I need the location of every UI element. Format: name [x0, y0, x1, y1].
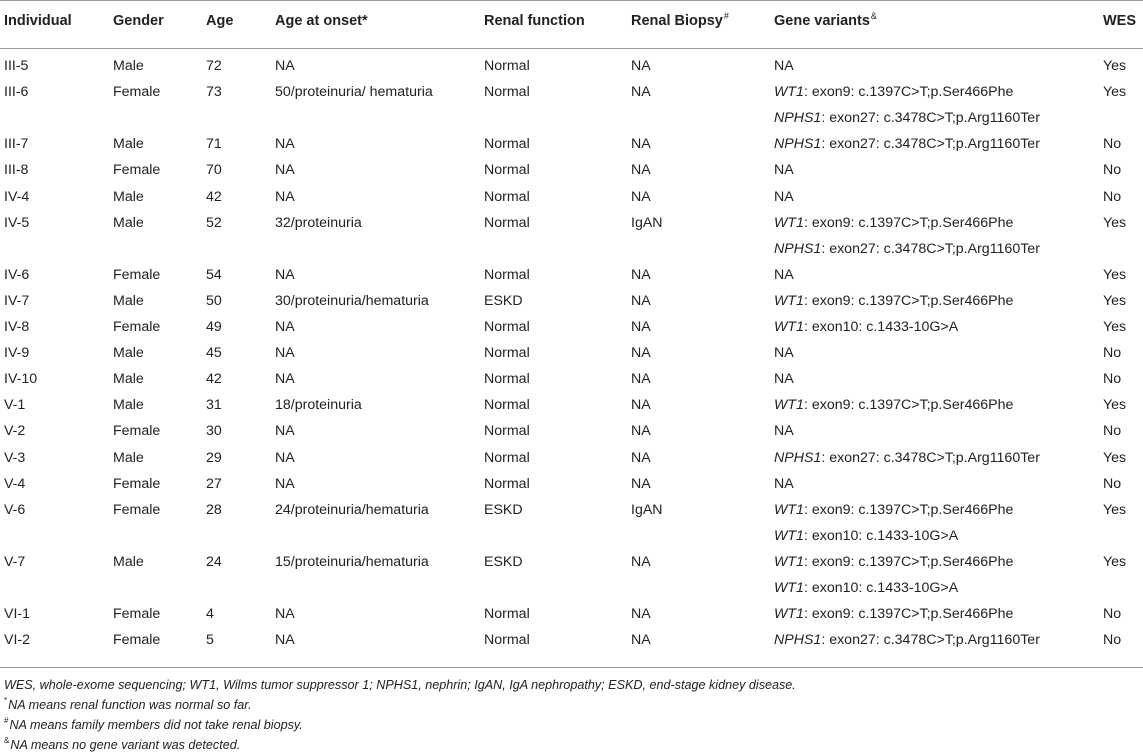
gene-variant-line [774, 110, 1040, 126]
cell-renal-biopsy: NA [631, 188, 651, 205]
cell-wes: No [1103, 345, 1122, 362]
cell-age: 42 [206, 188, 222, 205]
header-onset [275, 13, 368, 29]
cell-onset: NA [275, 58, 295, 74]
gene-symbol: WT1 [774, 214, 804, 231]
variant-detail: : exon10: c.1433-10G>A [803, 527, 959, 544]
cell-gender: Female [113, 606, 161, 623]
cell-onset: NA [275, 266, 295, 283]
cell-renal-biopsy: NA [631, 553, 651, 570]
cell-gender: Male [113, 188, 144, 205]
cell-individual: III-6 [4, 84, 29, 101]
cell-gender: Male [113, 397, 144, 414]
gene-variant-line [774, 241, 1040, 257]
gene-symbol: WT1 [774, 579, 804, 596]
cell-individual: IV-10 [4, 371, 38, 388]
cell-renal-function: Normal [484, 397, 530, 414]
cell-wes: Yes [1103, 397, 1127, 414]
table-row [0, 265, 1143, 291]
variant-detail: NA [774, 58, 794, 74]
footnote-biopsy [4, 718, 303, 732]
cell-age: 30 [206, 423, 222, 440]
cell-onset: 30/proteinuria/hematuria [275, 292, 429, 309]
cell-renal-biopsy: NA [631, 319, 651, 335]
header-gender: Gender [113, 13, 164, 29]
cell-age: 70 [206, 162, 222, 179]
gene-symbol: WT1 [774, 527, 804, 544]
cell-age: 5 [206, 632, 214, 649]
cell-wes: Yes [1103, 449, 1127, 466]
cell-wes: Yes [1103, 266, 1127, 283]
table-row [0, 291, 1143, 317]
header-individual: Individual [4, 13, 72, 29]
cell-age: 31 [206, 397, 222, 414]
variant-detail: : exon9: c.1397C>T;p.Ser466Phe [803, 397, 1014, 414]
table-row [0, 134, 1143, 160]
variant-detail: : exon10: c.1433-10G>A [803, 319, 959, 335]
table-row [0, 552, 1143, 604]
cell-age: 49 [206, 319, 222, 335]
cell-age: 71 [206, 136, 222, 153]
cell-onset: NA [275, 345, 295, 362]
gene-variant-line [774, 632, 1040, 648]
cell-renal-biopsy: NA [631, 84, 651, 101]
variant-detail: : exon27: c.3478C>T;p.Arg1160Ter [821, 110, 1040, 127]
cell-age: 42 [206, 371, 222, 388]
cell-onset: NA [275, 162, 295, 179]
gene-symbol: WT1 [774, 501, 804, 518]
cell-wes: Yes [1103, 553, 1127, 570]
gene-symbol: NPHS1 [774, 240, 822, 257]
cell-onset: NA [275, 188, 295, 205]
gene-symbol: NPHS1 [774, 449, 822, 466]
cell-onset: NA [275, 423, 295, 440]
gene-variant-line [774, 606, 1013, 622]
cell-renal-function: Normal [484, 136, 530, 153]
cell-renal-biopsy: NA [631, 632, 651, 649]
cell-individual: V-4 [4, 475, 26, 492]
footnote-onset-text: NA means renal function was normal so far. [8, 698, 252, 712]
cell-onset: 32/proteinuria [275, 214, 362, 231]
cell-gender: Female [113, 162, 161, 179]
header-gene-variants-label: Gene variants [774, 13, 870, 29]
footnote-onset-mark: * [4, 696, 8, 705]
footnote-variants-mark: & [4, 736, 10, 745]
variant-detail: : exon27: c.3478C>T;p.Arg1160Ter [821, 240, 1040, 257]
variant-detail: NA [774, 266, 794, 283]
variant-detail: : exon27: c.3478C>T;p.Arg1160Ter [821, 449, 1040, 466]
cell-renal-function: ESKD [484, 553, 523, 570]
cell-renal-biopsy: NA [631, 162, 651, 179]
cell-gender: Female [113, 319, 161, 335]
cell-individual: V-6 [4, 501, 26, 518]
cell-renal-biopsy: NA [631, 292, 651, 309]
cell-renal-function: Normal [484, 371, 530, 388]
gene-variant-line [774, 58, 794, 74]
cell-wes: No [1103, 162, 1122, 179]
gene-variant-line [774, 528, 958, 544]
cell-renal-biopsy: NA [631, 397, 651, 414]
cell-wes: No [1103, 475, 1122, 492]
cell-renal-function: Normal [484, 162, 530, 179]
cell-onset: NA [275, 606, 295, 623]
table-row [0, 160, 1143, 186]
cell-onset: NA [275, 136, 295, 153]
cell-renal-biopsy: NA [631, 266, 651, 283]
cell-renal-biopsy: NA [631, 345, 651, 362]
cell-gender: Male [113, 136, 144, 153]
cell-onset: NA [275, 632, 295, 649]
cell-onset: NA [275, 449, 295, 466]
cell-renal-biopsy: NA [631, 58, 651, 74]
variant-detail: : exon9: c.1397C>T;p.Ser466Phe [803, 292, 1014, 309]
cell-renal-biopsy: NA [631, 449, 651, 466]
cell-renal-function: Normal [484, 345, 530, 362]
bottom-rule [0, 667, 1143, 668]
cell-wes: Yes [1103, 319, 1127, 335]
gene-variant-line [774, 345, 794, 361]
variant-detail: : exon9: c.1397C>T;p.Ser466Phe [803, 606, 1014, 623]
gene-variant-line [774, 319, 958, 335]
gene-symbol: WT1 [774, 397, 804, 414]
cell-individual: V-7 [4, 553, 26, 570]
cell-individual: IV-5 [4, 214, 30, 231]
cell-renal-function: ESKD [484, 501, 523, 518]
variant-detail: : exon9: c.1397C>T;p.Ser466Phe [803, 84, 1014, 101]
cell-individual: IV-8 [4, 319, 30, 335]
table-row [0, 317, 1143, 343]
cell-renal-biopsy: IgAN [631, 501, 663, 518]
variant-detail: : exon9: c.1397C>T;p.Ser466Phe [803, 553, 1014, 570]
header-rule [0, 48, 1143, 49]
cell-renal-function: Normal [484, 632, 530, 649]
footnote-biopsy-mark: # [4, 716, 9, 725]
cell-renal-function: Normal [484, 449, 530, 466]
cell-renal-biopsy: NA [631, 606, 651, 623]
cell-renal-function: Normal [484, 475, 530, 492]
cell-individual: IV-7 [4, 292, 30, 309]
footnote-onset [4, 698, 251, 712]
cell-age: 52 [206, 214, 222, 231]
cell-renal-function: Normal [484, 319, 530, 335]
cell-renal-function: Normal [484, 84, 530, 101]
cell-individual: III-8 [4, 162, 29, 179]
header-onset-label: Age at onset [275, 13, 363, 29]
cell-age: 29 [206, 449, 222, 466]
cell-gender: Female [113, 423, 161, 440]
header-biopsy-mark: # [723, 11, 729, 21]
cell-renal-function: ESKD [484, 292, 523, 309]
variant-detail: NA [774, 475, 794, 492]
header-gene-variants [774, 13, 877, 29]
cell-wes: Yes [1103, 58, 1127, 74]
table-row [0, 474, 1143, 500]
cell-onset: NA [275, 475, 295, 492]
cell-age: 73 [206, 84, 222, 101]
cell-renal-function: Normal [484, 266, 530, 283]
variant-detail: : exon10: c.1433-10G>A [803, 579, 959, 596]
gene-variant-line [774, 84, 1013, 100]
cell-renal-biopsy: NA [631, 475, 651, 492]
footnote-variants-text: NA means no gene variant was detected. [10, 738, 241, 752]
header-age: Age [206, 13, 234, 29]
cell-age: 50 [206, 292, 222, 309]
cell-wes: Yes [1103, 501, 1127, 518]
cell-individual: VI-1 [4, 606, 31, 623]
table-row [0, 213, 1143, 265]
cell-gender: Male [113, 371, 144, 388]
cell-onset: 24/proteinuria/hematuria [275, 501, 429, 518]
gene-symbol: WT1 [774, 606, 804, 623]
table-row [0, 604, 1143, 630]
cell-gender: Male [113, 449, 144, 466]
cell-individual: V-2 [4, 423, 26, 440]
gene-symbol: WT1 [774, 319, 804, 335]
cell-onset: 15/proteinuria/hematuria [275, 553, 429, 570]
cell-individual: IV-6 [4, 266, 30, 283]
header-renal-function: Renal function [484, 13, 585, 29]
cell-gender: Male [113, 345, 144, 362]
cell-individual: III-7 [4, 136, 29, 153]
cell-gender: Male [113, 292, 144, 309]
table-row [0, 395, 1143, 421]
cell-onset: 50/proteinuria/ hematuria [275, 84, 433, 101]
cell-individual: V-1 [4, 397, 26, 414]
cell-wes: Yes [1103, 292, 1127, 309]
cell-wes: No [1103, 371, 1122, 388]
gene-variant-line [774, 502, 1013, 518]
gene-variant-line [774, 476, 794, 492]
variant-detail: NA [774, 371, 794, 388]
cell-gender: Male [113, 214, 144, 231]
header-variants-mark: & [870, 11, 877, 21]
variant-detail: NA [774, 188, 794, 205]
cell-gender: Female [113, 266, 161, 283]
cell-wes: No [1103, 136, 1122, 153]
gene-symbol: NPHS1 [774, 110, 822, 127]
variant-detail: NA [774, 423, 794, 440]
cell-gender: Female [113, 501, 161, 518]
variant-detail: NA [774, 162, 794, 179]
gene-variant-line [774, 423, 794, 439]
cell-age: 54 [206, 266, 222, 283]
header-onset-mark: * [362, 13, 368, 29]
cell-individual: IV-9 [4, 345, 30, 362]
cell-gender: Female [113, 84, 161, 101]
cell-renal-function: Normal [484, 606, 530, 623]
cell-age: 72 [206, 58, 222, 74]
table-header [0, 0, 1143, 48]
gene-variant-line [774, 162, 794, 178]
gene-symbol: WT1 [774, 84, 804, 101]
gene-variant-line [774, 450, 1040, 466]
cell-individual: VI-2 [4, 632, 31, 649]
cell-age: 4 [206, 606, 214, 623]
gene-variant-line [774, 580, 958, 596]
footnote-variants [4, 738, 240, 752]
cell-renal-biopsy: IgAN [631, 214, 663, 231]
cell-gender: Female [113, 475, 161, 492]
gene-variant-line [774, 554, 1013, 570]
variant-detail: NA [774, 345, 794, 362]
gene-variant-line [774, 215, 1013, 231]
gene-variant-line [774, 397, 1013, 413]
cell-wes: Yes [1103, 84, 1127, 101]
gene-symbol: NPHS1 [774, 136, 822, 153]
cell-renal-function: Normal [484, 423, 530, 440]
gene-symbol: WT1 [774, 553, 804, 570]
variant-detail: : exon9: c.1397C>T;p.Ser466Phe [803, 501, 1014, 518]
cell-age: 27 [206, 475, 222, 492]
cell-onset: 18/proteinuria [275, 397, 362, 414]
cell-renal-biopsy: NA [631, 136, 651, 153]
gene-variant-line [774, 293, 1013, 309]
cell-wes: Yes [1103, 214, 1127, 231]
table-row [0, 421, 1143, 447]
cell-renal-biopsy: NA [631, 423, 651, 440]
cell-individual: IV-4 [4, 188, 30, 205]
cell-renal-biopsy: NA [631, 371, 651, 388]
cell-renal-function: Normal [484, 188, 530, 205]
cell-onset: NA [275, 319, 295, 335]
gene-variant-line [774, 267, 794, 283]
cell-age: 28 [206, 501, 222, 518]
variant-detail: : exon9: c.1397C>T;p.Ser466Phe [803, 214, 1014, 231]
cell-age: 45 [206, 345, 222, 362]
table-row [0, 369, 1143, 395]
cell-gender: Male [113, 553, 144, 570]
footnote-biopsy-text: NA means family members did not take renal biopsy. [9, 718, 303, 732]
variant-detail: : exon27: c.3478C>T;p.Arg1160Ter [821, 632, 1040, 649]
gene-symbol: NPHS1 [774, 632, 822, 649]
table-row [0, 56, 1143, 82]
gene-variant-line [774, 371, 794, 387]
gene-symbol: WT1 [774, 292, 804, 309]
table-row [0, 500, 1143, 552]
table-row [0, 82, 1143, 134]
header-renal-biopsy [631, 13, 729, 29]
cell-gender: Female [113, 632, 161, 649]
table-row [0, 630, 1143, 656]
variant-detail: : exon27: c.3478C>T;p.Arg1160Ter [821, 136, 1040, 153]
cell-wes: No [1103, 423, 1122, 440]
gene-variant-line [774, 189, 794, 205]
cell-individual: III-5 [4, 58, 29, 74]
cell-wes: No [1103, 188, 1122, 205]
table-row [0, 187, 1143, 213]
table-row [0, 343, 1143, 369]
cell-age: 24 [206, 553, 222, 570]
cell-gender: Male [113, 58, 144, 74]
cell-renal-function: Normal [484, 214, 530, 231]
cell-renal-function: Normal [484, 58, 530, 74]
cell-wes: No [1103, 632, 1122, 649]
footnote-abbreviations: WES, whole-exome sequencing; WT1, Wilms tumor suppressor 1; NPHS1, nephrin; IgAN, IgA nephropathy; ESKD, end-stage kidney disease. [4, 678, 796, 692]
header-wes: WES [1103, 13, 1137, 29]
gene-variant-line [774, 136, 1040, 152]
header-renal-biopsy-label: Renal Biopsy [631, 13, 723, 29]
table-row [0, 448, 1143, 474]
cell-onset: NA [275, 371, 295, 388]
cell-individual: V-3 [4, 449, 26, 466]
cell-wes: No [1103, 606, 1122, 623]
